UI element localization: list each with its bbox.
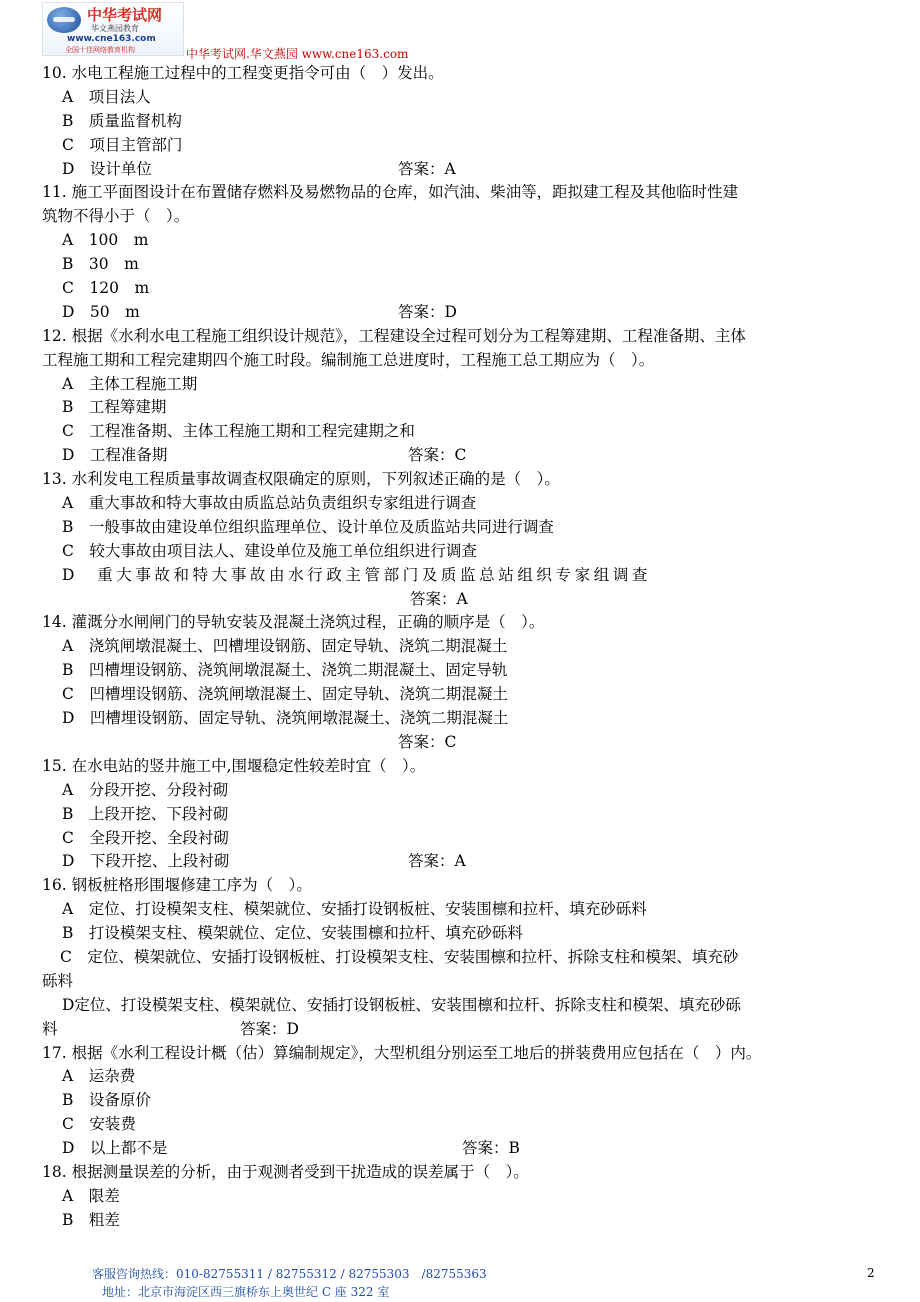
- question-stem: 12. 根据《水利水电工程施工组织设计规范》，工程建设全过程可划分为工程筹建期、工程准备期、主体: [42, 326, 746, 345]
- question-stem: 13. 水利发电工程质量事故调查权限确定的原则，下列叙述正确的是（ ）。: [42, 470, 560, 489]
- option-b: B 30 m: [62, 255, 139, 274]
- option-c: C 定位、模架就位、安插打设钢板桩、打设模架支柱、安装围檩和拉杆、拆除支柱和模架、填充砂: [60, 947, 739, 966]
- option-b: B 设备原价: [62, 1091, 151, 1110]
- question-list: [40, 62, 878, 1233]
- option-b: B 工程筹建期: [62, 398, 167, 417]
- page-footer: [92, 1265, 487, 1301]
- site-link[interactable]: 中华考试网.华文燕园 www.cne163.com: [186, 47, 409, 61]
- answer: 答案：A: [410, 589, 468, 608]
- option-c: C 安装费: [62, 1115, 136, 1134]
- footer-hotline: 客服咨询热线：010-82755311 / 82755312 / 82755303 /82755363: [92, 1267, 487, 1281]
- option-c: C 项目主管部门: [62, 135, 183, 154]
- option-a: A 定位、打设模架支柱、模架就位、安插打设钢板桩、安装围檩和拉杆、填充砂砾料: [62, 900, 647, 919]
- question-stem: 15. 在水电站的竖井施工中,围堰稳定性较差时宜（ ）。: [42, 756, 426, 775]
- answer: 答案：C: [408, 446, 467, 465]
- option-c-cont: 砾料: [42, 971, 74, 990]
- logo-url: www.cne163.com: [67, 34, 156, 44]
- option-b: B 一般事故由建设单位组织监理单位、设计单位及质监站共同进行调查: [62, 517, 554, 536]
- option-d-text: D 设计单位: [62, 159, 152, 178]
- logo-title: 中华考试网: [87, 6, 163, 24]
- option-b: B 粗差: [62, 1210, 120, 1229]
- question-stem: 14. 灌溉分水闸闸门的导轨安装及混凝土浇筑过程，正确的顺序是（ ）。: [42, 613, 545, 632]
- option-d: [40, 444, 878, 468]
- option-a: A 浇筑闸墩混凝土、凹槽埋设钢筋、固定导轨、浇筑二期混凝土: [62, 637, 508, 656]
- option-d-text: D 工程准备期: [62, 446, 168, 465]
- option-d: [40, 301, 878, 325]
- option-b: B 上段开挖、下段衬砌: [62, 804, 229, 823]
- globe-icon: [47, 7, 81, 33]
- option-a: A 重大事故和特大事故由质监总站负责组织专家组进行调查: [62, 494, 477, 513]
- question-stem: 11. 施工平面图设计在布置储存燃料及易燃物品的仓库，如汽油、柴油等，距拟建工程及其他临时性建: [42, 183, 739, 202]
- question-stem-cont: 工程施工期和工程完建期四个施工时段。编制施工总进度时，工程施工总工期应为（ ）。: [42, 350, 655, 369]
- logo-tagline: 全国十佳网络教育机构: [65, 46, 135, 54]
- option-b: B 打设模架支柱、模架就位、定位、安装围檩和拉杆、填充砂砾料: [62, 924, 523, 943]
- option-d: D 重大事故和特大事故由水行政主管部门及质监总站组织专家组调查: [62, 565, 652, 584]
- option-c: C 全段开挖、全段衬砌: [62, 828, 229, 847]
- option-c: C 120 m: [62, 279, 150, 298]
- option-a: A 限差: [62, 1186, 120, 1205]
- answer: 答案：B: [462, 1139, 520, 1158]
- option-d: [40, 850, 878, 874]
- option-b: B 凹槽埋设钢筋、浇筑闸墩混凝土、浇筑二期混凝土、固定导轨: [62, 661, 508, 680]
- option-a: A 项目法人: [62, 87, 151, 106]
- page-number: 2: [867, 1266, 875, 1280]
- question-stem-cont: 筑物不得小于（ ）。: [42, 207, 190, 226]
- option-d-cont-text: 料: [42, 1019, 58, 1038]
- watermark: ww.cn: [505, 598, 681, 663]
- question-stem: 18. 根据测量误差的分析，由于观测者受到干扰造成的误差属于（ ）。: [42, 1162, 529, 1181]
- option-c: C 工程准备期、主体工程施工期和工程完建期之和: [62, 422, 415, 441]
- option-a: A 主体工程施工期: [62, 374, 198, 393]
- question-stem: 17. 根据《水利工程设计概（估）算编制规定》，大型机组分别运至工地后的拼装费用应包括在（ ）内。: [42, 1043, 762, 1062]
- answer: 答案：D: [240, 1019, 299, 1038]
- answer: 答案：A: [408, 852, 466, 871]
- option-d-text: D 以上都不是: [62, 1139, 168, 1158]
- option-d-cont: [40, 1018, 878, 1042]
- option-d-text: D 下段开挖、上段衬砌: [62, 852, 230, 871]
- answer: 答案：D: [398, 302, 457, 321]
- option-c: C 凹槽埋设钢筋、浇筑闸墩混凝土、固定导轨、浇筑二期混凝土: [62, 685, 508, 704]
- option-d: D定位、打设模架支柱、模架就位、安插打设钢板桩、安装围檩和拉杆、拆除支柱和模架、填充砂砾: [62, 995, 741, 1014]
- logo-subtitle: 华文燕园教育: [91, 24, 139, 33]
- option-c: C 较大事故由项目法人、建设单位及施工单位组织进行调查: [62, 541, 477, 560]
- question-stem: 16. 钢板桩格形围堰修建工序为（ ）。: [42, 876, 312, 895]
- answer: 答案：A: [398, 159, 456, 178]
- site-logo[interactable]: [42, 2, 184, 56]
- question-stem: 10. 水电工程施工过程中的工程变更指令可由（ ）发出。: [42, 64, 444, 82]
- option-a: A 分段开挖、分段衬砌: [62, 780, 229, 799]
- option-d: [40, 1137, 878, 1161]
- footer-address: 地址：北京市海淀区西三旗桥东上奥世纪 C 座 322 室: [102, 1285, 390, 1299]
- answer: 答案：C: [398, 732, 457, 751]
- option-d: D 凹槽埋设钢筋、固定导轨、浇筑闸墩混凝土、浇筑二期混凝土: [62, 709, 509, 728]
- option-b: B 质量监督机构: [62, 111, 182, 130]
- option-d-text: D 50 m: [62, 302, 140, 321]
- page-header: [42, 2, 442, 60]
- option-a: A 运杂费: [62, 1067, 136, 1086]
- option-a: A 100 m: [62, 231, 149, 250]
- option-d: [40, 158, 878, 182]
